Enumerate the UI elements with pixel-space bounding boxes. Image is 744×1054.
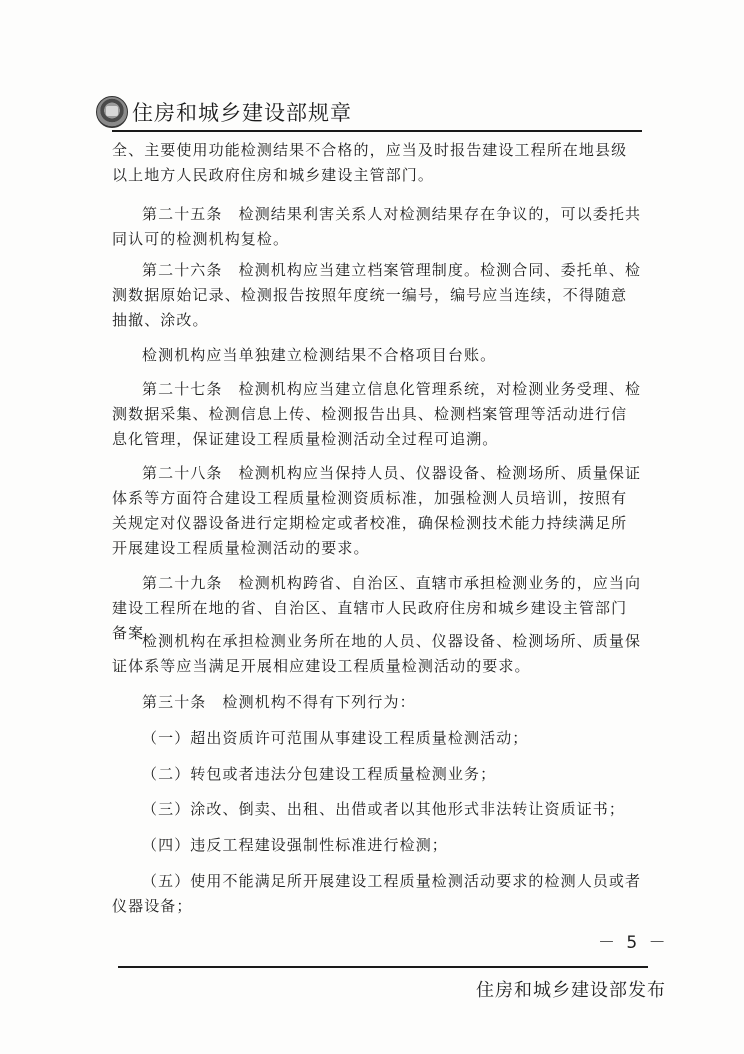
footer-divider (118, 966, 648, 968)
header-divider (112, 130, 642, 132)
national-emblem-icon (96, 96, 128, 128)
paragraph-ledger: 检测机构应当单独建立检测结果不合格项目台账。 (142, 346, 497, 364)
paragraph-continuation: 全、主要使用功能检测结果不合格的，应当及时报告建设工程所在地县级以上地方人民政府住房和城乡建设主管部门。 (112, 141, 628, 184)
list-item-1: （一）超出资质许可范围从事建设工程质量检测活动； (142, 729, 529, 747)
list-item-5: （五）使用不能满足所开展建设工程质量检测活动要求的检测人员或者仪器设备； (112, 872, 642, 915)
page-header (96, 96, 656, 132)
article-27: 第二十七条 检测机构应当建立信息化管理系统，对检测业务受理、检测数据采集、检测信息上传、检测报告出具、检测档案管理等活动进行信息化管理，保证建设工程质量检测活动全过程可追溯。 (112, 380, 642, 448)
header-title: 住房和城乡建设部规章 (132, 101, 352, 125)
article-25: 第二十五条 检测结果利害关系人对检测结果存在争议的，可以委托共同认可的检测机构复检。 (112, 205, 642, 248)
article-30: 第三十条 检测机构不得有下列行为： (142, 693, 416, 711)
article-28: 第二十八条 检测机构应当保持人员、仪器设备、检测场所、质量保证体系等方面符合建设工程质量检测资质标准，加强检测人员培训，按照有关规定对仪器设备进行定期检定或者校准，确保检测技术能力持续满足所开展建设工程质量检测活动的要求。 (112, 464, 642, 557)
list-item-4: （四）违反工程建设强制性标准进行检测； (142, 836, 448, 854)
footer-publisher: 住房和城乡建设部发布 (476, 980, 666, 1001)
list-item-2: （二）转包或者违法分包建设工程质量检测业务； (142, 765, 497, 783)
article-29: 第二十九条 检测机构跨省、自治区、直辖市承担检测业务的，应当向建设工程所在地的省、自治区、直辖市人民政府住房和城乡建设主管部门备案。 (112, 574, 642, 642)
list-item-3: （三）涂改、倒卖、出租、出借或者以其他形式非法转让资质证书； (142, 800, 626, 818)
paragraph-local-requirements: 检测机构在承担检测业务所在地的人员、仪器设备、检测场所、质量保证体系等应当满足开展相应建设工程质量检测活动的要求。 (112, 632, 642, 675)
article-26: 第二十六条 检测机构应当建立档案管理制度。检测合同、委托单、检测数据原始记录、检测报告按照年度统一编号，编号应当连续，不得随意抽撤、涂改。 (112, 261, 642, 329)
page-number: － 5 － (598, 933, 669, 953)
